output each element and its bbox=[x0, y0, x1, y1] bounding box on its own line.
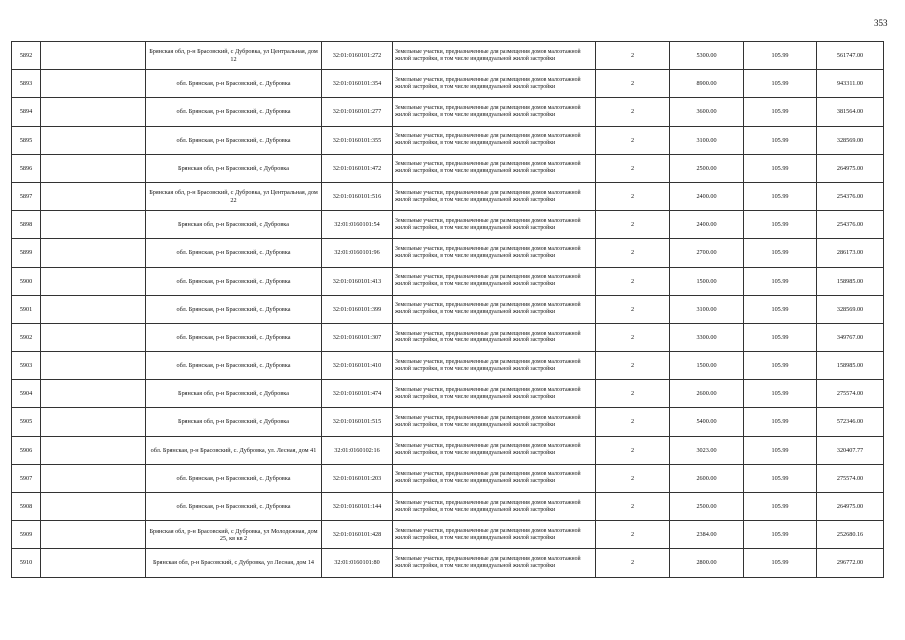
row-number-cell: 5898 bbox=[12, 211, 41, 239]
area-cell: 2600.00 bbox=[670, 464, 744, 492]
row-number-cell: 5893 bbox=[12, 70, 41, 98]
address-cell: Брянская обл, р-н Брасовский, с Дубровка bbox=[146, 154, 322, 182]
table-body bbox=[12, 42, 884, 578]
group-cell: 2 bbox=[596, 352, 670, 380]
area-cell: 2700.00 bbox=[670, 239, 744, 267]
cadastral-number-cell: 32:01:0160101:515 bbox=[322, 408, 393, 436]
cadastral-value-cell: 158985.00 bbox=[817, 267, 884, 295]
blank-cell bbox=[41, 70, 146, 98]
cadastral-number-cell: 32:01:0160101:474 bbox=[322, 380, 393, 408]
blank-cell bbox=[41, 323, 146, 351]
address-cell: обл. Брянская, р-н Брасовский, с. Дубровка, ул. Лесная, дом 41 bbox=[146, 436, 322, 464]
cadastral-number-cell: 32:01:0160101:516 bbox=[322, 182, 393, 210]
row-number-cell: 5900 bbox=[12, 267, 41, 295]
blank-cell bbox=[41, 42, 146, 70]
cadastral-value-cell: 349767.00 bbox=[817, 323, 884, 351]
blank-cell bbox=[41, 126, 146, 154]
cadastral-value-cell: 296772.00 bbox=[817, 549, 884, 577]
land-use-cell: Земельные участки, предназначенные для размещения домов малоэтажной жилой застройки, в том числе индивидуальной жилой застройки bbox=[393, 295, 596, 323]
group-cell: 2 bbox=[596, 239, 670, 267]
row-number-cell: 5910 bbox=[12, 549, 41, 577]
address-cell: Брянская обл, р-н Брасовский, с Дубровка, ул Молодежная, дом 25, кв кв 2 bbox=[146, 521, 322, 549]
cadastral-value-cell: 158985.00 bbox=[817, 352, 884, 380]
area-cell: 2500.00 bbox=[670, 493, 744, 521]
group-cell: 2 bbox=[596, 70, 670, 98]
address-cell: Брянская обл, р-н Брасовский, с Дубровка, ул Центральная, дом 12 bbox=[146, 42, 322, 70]
rate-cell: 105.99 bbox=[744, 521, 817, 549]
land-registry-table bbox=[11, 41, 884, 578]
table-row bbox=[12, 464, 884, 492]
rate-cell: 105.99 bbox=[744, 493, 817, 521]
area-cell: 5400.00 bbox=[670, 408, 744, 436]
blank-cell bbox=[41, 493, 146, 521]
table-row bbox=[12, 436, 884, 464]
group-cell: 2 bbox=[596, 323, 670, 351]
table-row bbox=[12, 154, 884, 182]
area-cell: 3100.00 bbox=[670, 126, 744, 154]
land-use-cell: Земельные участки, предназначенные для размещения домов малоэтажной жилой застройки, в том числе индивидуальной жилой застройки bbox=[393, 42, 596, 70]
group-cell: 2 bbox=[596, 493, 670, 521]
address-cell: обл. Брянская, р-н Брасовский, с. Дубровка bbox=[146, 239, 322, 267]
cadastral-number-cell: 32:01:0160101:144 bbox=[322, 493, 393, 521]
address-cell: Брянская обл, р-н Брасовский, с Дубровка, ул Лесная, дом 14 bbox=[146, 549, 322, 577]
cadastral-value-cell: 561747.00 bbox=[817, 42, 884, 70]
group-cell: 2 bbox=[596, 549, 670, 577]
table-row bbox=[12, 295, 884, 323]
group-cell: 2 bbox=[596, 98, 670, 126]
cadastral-value-cell: 254376.00 bbox=[817, 211, 884, 239]
rate-cell: 105.99 bbox=[744, 239, 817, 267]
rate-cell: 105.99 bbox=[744, 323, 817, 351]
row-number-cell: 5894 bbox=[12, 98, 41, 126]
land-use-cell: Земельные участки, предназначенные для размещения домов малоэтажной жилой застройки, в том числе индивидуальной жилой застройки bbox=[393, 70, 596, 98]
rate-cell: 105.99 bbox=[744, 154, 817, 182]
rate-cell: 105.99 bbox=[744, 380, 817, 408]
group-cell: 2 bbox=[596, 380, 670, 408]
blank-cell bbox=[41, 352, 146, 380]
table-row bbox=[12, 549, 884, 577]
rate-cell: 105.99 bbox=[744, 211, 817, 239]
cadastral-number-cell: 32:01:0160101:428 bbox=[322, 521, 393, 549]
group-cell: 2 bbox=[596, 436, 670, 464]
land-use-cell: Земельные участки, предназначенные для размещения домов малоэтажной жилой застройки, в том числе индивидуальной жилой застройки bbox=[393, 549, 596, 577]
land-use-cell: Земельные участки, предназначенные для размещения домов малоэтажной жилой застройки, в том числе индивидуальной жилой застройки bbox=[393, 98, 596, 126]
cadastral-number-cell: 32:01:0160101:355 bbox=[322, 126, 393, 154]
rate-cell: 105.99 bbox=[744, 182, 817, 210]
address-cell: обл. Брянская, р-н Брасовский, с. Дубровка bbox=[146, 70, 322, 98]
table-row bbox=[12, 352, 884, 380]
land-use-cell: Земельные участки, предназначенные для размещения домов малоэтажной жилой застройки, в том числе индивидуальной жилой застройки bbox=[393, 154, 596, 182]
table-row bbox=[12, 182, 884, 210]
area-cell: 1500.00 bbox=[670, 352, 744, 380]
table-row bbox=[12, 267, 884, 295]
cadastral-value-cell: 254376.00 bbox=[817, 182, 884, 210]
table-row bbox=[12, 211, 884, 239]
area-cell: 2400.00 bbox=[670, 182, 744, 210]
table-row bbox=[12, 98, 884, 126]
group-cell: 2 bbox=[596, 295, 670, 323]
blank-cell bbox=[41, 239, 146, 267]
group-cell: 2 bbox=[596, 126, 670, 154]
land-use-cell: Земельные участки, предназначенные для размещения домов малоэтажной жилой застройки, в том числе индивидуальной жилой застройки bbox=[393, 493, 596, 521]
area-cell: 1500.00 bbox=[670, 267, 744, 295]
rate-cell: 105.99 bbox=[744, 70, 817, 98]
rate-cell: 105.99 bbox=[744, 549, 817, 577]
blank-cell bbox=[41, 521, 146, 549]
land-use-cell: Земельные участки, предназначенные для размещения домов малоэтажной жилой застройки, в том числе индивидуальной жилой застройки bbox=[393, 182, 596, 210]
blank-cell bbox=[41, 211, 146, 239]
area-cell: 2800.00 bbox=[670, 549, 744, 577]
table-row bbox=[12, 408, 884, 436]
rate-cell: 105.99 bbox=[744, 436, 817, 464]
rate-cell: 105.99 bbox=[744, 408, 817, 436]
blank-cell bbox=[41, 182, 146, 210]
address-cell: обл. Брянская, р-н Брасовский, с. Дубровка bbox=[146, 126, 322, 154]
cadastral-number-cell: 32:01:0160101:410 bbox=[322, 352, 393, 380]
address-cell: Брянская обл, р-н Брасовский, с Дубровка bbox=[146, 408, 322, 436]
row-number-cell: 5892 bbox=[12, 42, 41, 70]
rate-cell: 105.99 bbox=[744, 352, 817, 380]
address-cell: Брянская обл, р-н Брасовский, с Дубровка bbox=[146, 211, 322, 239]
group-cell: 2 bbox=[596, 42, 670, 70]
land-use-cell: Земельные участки, предназначенные для размещения домов малоэтажной жилой застройки, в том числе индивидуальной жилой застройки bbox=[393, 211, 596, 239]
cadastral-number-cell: 32:01:0160102:16 bbox=[322, 436, 393, 464]
land-use-cell: Земельные участки, предназначенные для размещения домов малоэтажной жилой застройки, в том числе индивидуальной жилой застройки bbox=[393, 464, 596, 492]
row-number-cell: 5901 bbox=[12, 295, 41, 323]
group-cell: 2 bbox=[596, 267, 670, 295]
group-cell: 2 bbox=[596, 464, 670, 492]
rate-cell: 105.99 bbox=[744, 464, 817, 492]
blank-cell bbox=[41, 154, 146, 182]
cadastral-value-cell: 275574.00 bbox=[817, 464, 884, 492]
group-cell: 2 bbox=[596, 521, 670, 549]
row-number-cell: 5899 bbox=[12, 239, 41, 267]
address-cell: обл. Брянская, р-н Брасовский, с. Дубровка bbox=[146, 493, 322, 521]
blank-cell bbox=[41, 549, 146, 577]
rate-cell: 105.99 bbox=[744, 42, 817, 70]
row-number-cell: 5904 bbox=[12, 380, 41, 408]
table-row bbox=[12, 70, 884, 98]
area-cell: 2400.00 bbox=[670, 211, 744, 239]
cadastral-number-cell: 32:01:0160101:277 bbox=[322, 98, 393, 126]
row-number-cell: 5896 bbox=[12, 154, 41, 182]
cadastral-value-cell: 320407.77 bbox=[817, 436, 884, 464]
cadastral-value-cell: 328569.00 bbox=[817, 295, 884, 323]
group-cell: 2 bbox=[596, 154, 670, 182]
cadastral-number-cell: 32:01:0160101:96 bbox=[322, 239, 393, 267]
cadastral-value-cell: 252680.16 bbox=[817, 521, 884, 549]
table-row bbox=[12, 42, 884, 70]
row-number-cell: 5903 bbox=[12, 352, 41, 380]
address-cell: обл. Брянская, р-н Брасовский, с. Дубровка bbox=[146, 267, 322, 295]
cadastral-number-cell: 32:01:0160101:54 bbox=[322, 211, 393, 239]
address-cell: Брянская обл, р-н Брасовский, с Дубровка, ул Центральная, дом 22 bbox=[146, 182, 322, 210]
cadastral-value-cell: 264975.00 bbox=[817, 493, 884, 521]
cadastral-number-cell: 32:01:0160101:307 bbox=[322, 323, 393, 351]
cadastral-value-cell: 286173.00 bbox=[817, 239, 884, 267]
land-use-cell: Земельные участки, предназначенные для размещения домов малоэтажной жилой застройки, в том числе индивидуальной жилой застройки bbox=[393, 380, 596, 408]
blank-cell bbox=[41, 408, 146, 436]
blank-cell bbox=[41, 267, 146, 295]
address-cell: обл. Брянская, р-н Брасовский, с. Дубровка bbox=[146, 295, 322, 323]
table-row bbox=[12, 323, 884, 351]
cadastral-number-cell: 32:01:0160101:399 bbox=[322, 295, 393, 323]
row-number-cell: 5908 bbox=[12, 493, 41, 521]
cadastral-value-cell: 275574.00 bbox=[817, 380, 884, 408]
address-cell: обл. Брянская, р-н Брасовский, с. Дубровка bbox=[146, 98, 322, 126]
cadastral-number-cell: 32:01:0160101:413 bbox=[322, 267, 393, 295]
row-number-cell: 5909 bbox=[12, 521, 41, 549]
group-cell: 2 bbox=[596, 182, 670, 210]
blank-cell bbox=[41, 464, 146, 492]
cadastral-number-cell: 32:01:0160101:80 bbox=[322, 549, 393, 577]
land-use-cell: Земельные участки, предназначенные для размещения домов малоэтажной жилой застройки, в том числе индивидуальной жилой застройки bbox=[393, 408, 596, 436]
table-row bbox=[12, 239, 884, 267]
cadastral-number-cell: 32:01:0160101:203 bbox=[322, 464, 393, 492]
group-cell: 2 bbox=[596, 211, 670, 239]
address-cell: обл. Брянская, р-н Брасовский, с. Дубровка bbox=[146, 352, 322, 380]
area-cell: 3300.00 bbox=[670, 323, 744, 351]
address-cell: обл. Брянская, р-н Брасовский, с. Дубровка bbox=[146, 464, 322, 492]
row-number-cell: 5906 bbox=[12, 436, 41, 464]
cadastral-value-cell: 328569.00 bbox=[817, 126, 884, 154]
table-row bbox=[12, 380, 884, 408]
land-use-cell: Земельные участки, предназначенные для размещения домов малоэтажной жилой застройки, в том числе индивидуальной жилой застройки bbox=[393, 267, 596, 295]
table-row bbox=[12, 126, 884, 154]
area-cell: 3023.00 bbox=[670, 436, 744, 464]
area-cell: 5300.00 bbox=[670, 42, 744, 70]
land-use-cell: Земельные участки, предназначенные для размещения домов малоэтажной жилой застройки, в том числе индивидуальной жилой застройки bbox=[393, 323, 596, 351]
address-cell: Брянская обл, р-н Брасовский, с Дубровка bbox=[146, 380, 322, 408]
land-use-cell: Земельные участки, предназначенные для размещения домов малоэтажной жилой застройки, в том числе индивидуальной жилой застройки bbox=[393, 352, 596, 380]
land-use-cell: Земельные участки, предназначенные для размещения домов малоэтажной жилой застройки, в том числе индивидуальной жилой застройки bbox=[393, 521, 596, 549]
area-cell: 3600.00 bbox=[670, 98, 744, 126]
row-number-cell: 5902 bbox=[12, 323, 41, 351]
area-cell: 8900.00 bbox=[670, 70, 744, 98]
blank-cell bbox=[41, 295, 146, 323]
table-row bbox=[12, 521, 884, 549]
blank-cell bbox=[41, 98, 146, 126]
rate-cell: 105.99 bbox=[744, 126, 817, 154]
land-use-cell: Земельные участки, предназначенные для размещения домов малоэтажной жилой застройки, в том числе индивидуальной жилой застройки bbox=[393, 126, 596, 154]
cadastral-number-cell: 32:01:0160101:272 bbox=[322, 42, 393, 70]
land-use-cell: Земельные участки, предназначенные для размещения домов малоэтажной жилой застройки, в том числе индивидуальной жилой застройки bbox=[393, 436, 596, 464]
area-cell: 3100.00 bbox=[670, 295, 744, 323]
rate-cell: 105.99 bbox=[744, 267, 817, 295]
group-cell: 2 bbox=[596, 408, 670, 436]
area-cell: 2500.00 bbox=[670, 154, 744, 182]
cadastral-value-cell: 943311.00 bbox=[817, 70, 884, 98]
cadastral-number-cell: 32:01:0160101:472 bbox=[322, 154, 393, 182]
cadastral-value-cell: 264975.00 bbox=[817, 154, 884, 182]
cadastral-value-cell: 381564.00 bbox=[817, 98, 884, 126]
table-row bbox=[12, 493, 884, 521]
blank-cell bbox=[41, 380, 146, 408]
address-cell: обл. Брянская, р-н Брасовский, с. Дубровка bbox=[146, 323, 322, 351]
blank-cell bbox=[41, 436, 146, 464]
cadastral-value-cell: 572346.00 bbox=[817, 408, 884, 436]
row-number-cell: 5895 bbox=[12, 126, 41, 154]
rate-cell: 105.99 bbox=[744, 98, 817, 126]
land-use-cell: Земельные участки, предназначенные для размещения домов малоэтажной жилой застройки, в том числе индивидуальной жилой застройки bbox=[393, 239, 596, 267]
row-number-cell: 5897 bbox=[12, 182, 41, 210]
row-number-cell: 5905 bbox=[12, 408, 41, 436]
page-number: 353 bbox=[874, 18, 888, 28]
area-cell: 2384.00 bbox=[670, 521, 744, 549]
cadastral-number-cell: 32:01:0160101:354 bbox=[322, 70, 393, 98]
area-cell: 2600.00 bbox=[670, 380, 744, 408]
rate-cell: 105.99 bbox=[744, 295, 817, 323]
row-number-cell: 5907 bbox=[12, 464, 41, 492]
